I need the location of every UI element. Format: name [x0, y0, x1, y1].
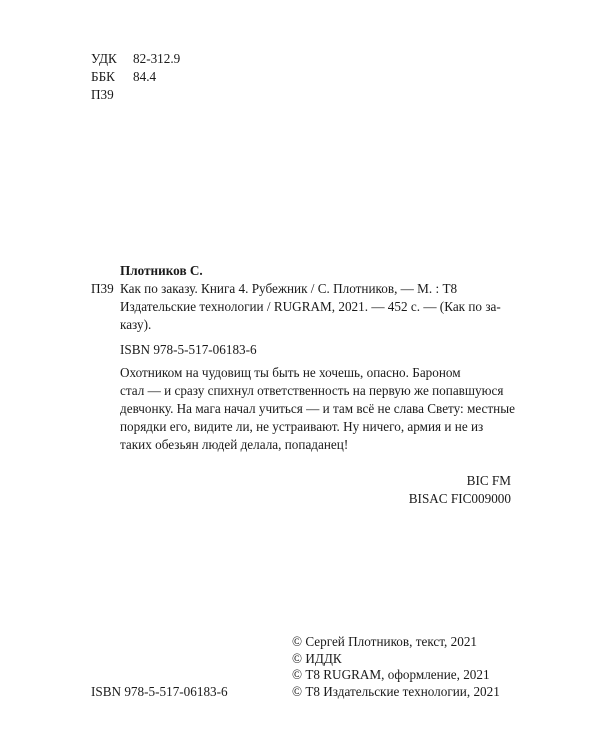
udk-label: УДК	[91, 51, 117, 66]
copyright-line: © Сергей Плотников, текст, 2021	[292, 634, 478, 649]
author-code: П39	[91, 87, 114, 102]
entry-row	[91, 280, 511, 334]
copyright-block	[292, 634, 500, 700]
copyright-line: © Т8 RUGRAM, оформление, 2021	[292, 667, 490, 682]
bbk-row	[91, 68, 180, 86]
annotation-line: таких обезьян людей делала, попаданец!	[120, 437, 349, 452]
annotation-line: стал — и сразу спихнул ответственность на первую же попавшуюся	[120, 383, 504, 398]
bibliographic-entry	[91, 262, 511, 334]
bisac-code: BISAC FIC009000	[408, 491, 511, 506]
udk-value: 82-312.9	[133, 51, 181, 66]
entry-code: П39	[91, 281, 114, 296]
annotation	[120, 364, 515, 454]
bbk-value: 84.4	[133, 69, 157, 84]
author-code-row	[91, 86, 180, 104]
copyright-line: © ИДДК	[292, 650, 342, 666]
annotation-line: порядки его, видите ли, не устраивают. Ну ничего, армия и не из	[120, 419, 484, 434]
subject-codes	[409, 472, 511, 508]
entry-description	[120, 280, 511, 334]
classification-block	[91, 50, 180, 104]
entry-line: Как по заказу. Книга 4. Рубежник / С. Плотников, — М. : Т8	[120, 281, 458, 296]
entry-line: Издательские технологии / RUGRAM, 2021. — 452 с. — (Как по за-	[120, 299, 501, 314]
bic-code: BIC FM	[466, 473, 511, 488]
isbn-bottom: ISBN 978-5-517-06183-6	[91, 684, 228, 699]
udk-row	[91, 50, 180, 68]
author-heading: Плотников С.	[120, 263, 203, 278]
copyright-line: © Т8 Издательские технологии, 2021	[292, 683, 500, 699]
isbn-main: ISBN 978-5-517-06183-6	[120, 342, 257, 357]
annotation-line: девчонку. На мага начал учиться — и там всё не слава Свету: местные	[120, 401, 515, 416]
bbk-label: ББК	[91, 69, 115, 84]
entry-line: казу).	[120, 317, 152, 332]
annotation-line: Охотником на чудовищ ты быть не хочешь, опасно. Бароном	[120, 365, 461, 380]
